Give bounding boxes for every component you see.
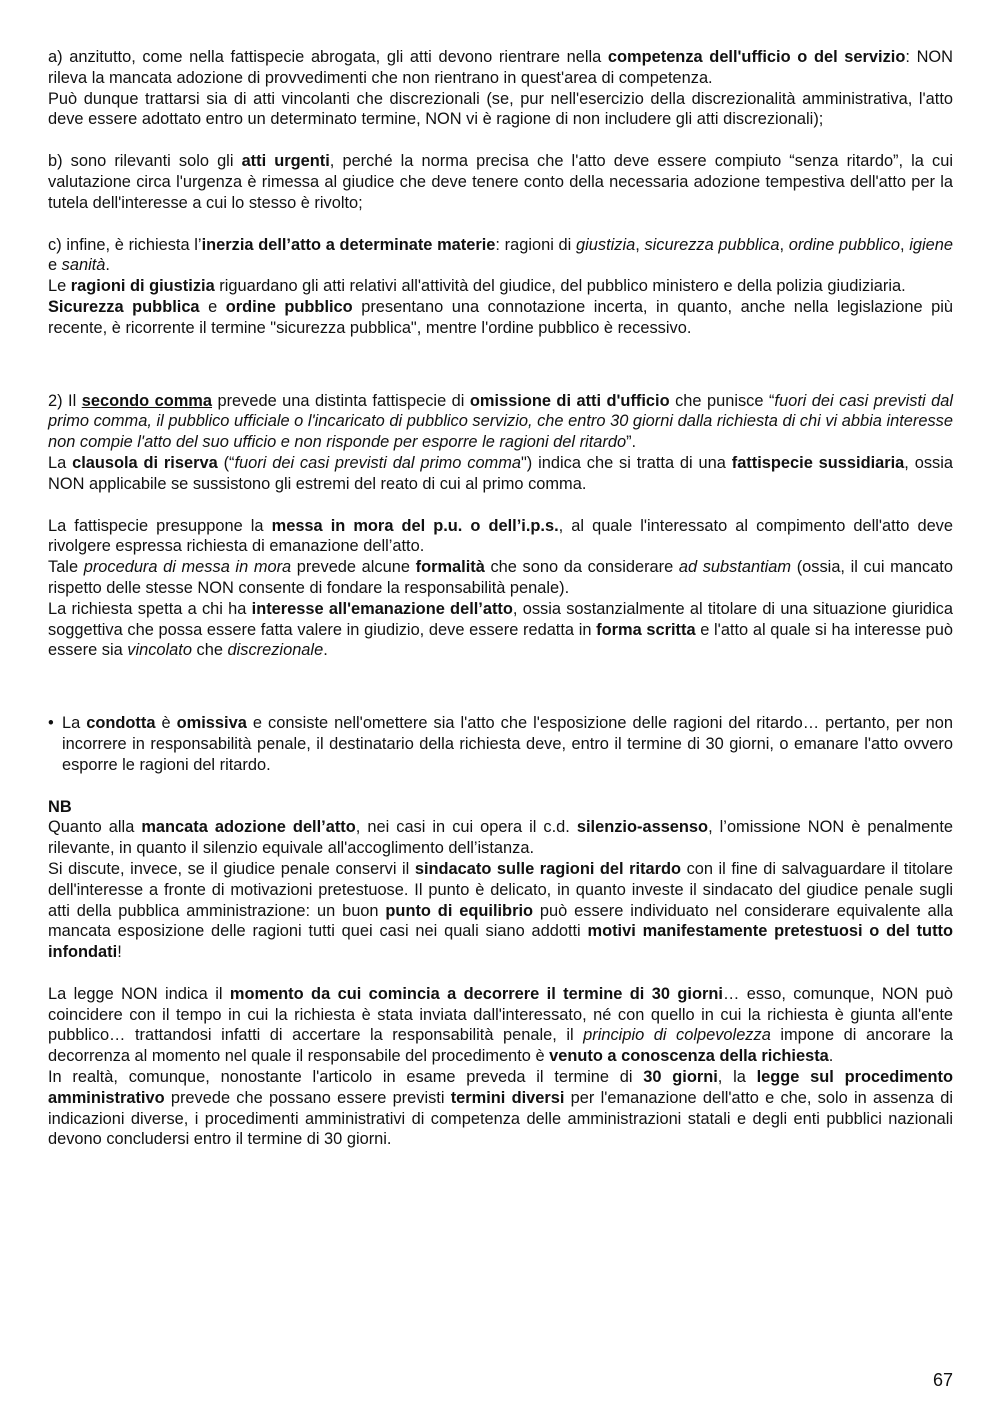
paragraph-nb-sindacato: Si discute, invece, se il giudice penale conservi il sindacato sulle ragioni del ritardo con il fine di salvaguardare il titolare dell'interesse a fronte di motivazioni pretestuose. Il punto è delicato, in quanto investe il sindacato del giudice penale sugli atti della pubblica amministrazione: un buon punto di equilibrio può essere individuato nel considerare equivalente alla mancata esposizione delle ragioni tutti quei casi nei quali siano addotti motivi manifestamente pretestuosi o del tutto infondati!	[48, 859, 953, 962]
paragraph-c-sicurezza-ordine: Sicurezza pubblica e ordine pubblico presentano una connotazione incerta, in quanto, anche nella legislazione più recente, è ricorrente il termine "sicurezza pubblica", mentre l'ordine pubblico è recessivo.	[48, 297, 954, 337]
bullet-condotta	[48, 713, 953, 775]
paragraph-secondo-comma: 2) Il secondo comma prevede una distinta fattispecie di omissione di atti d'ufficio che punisce “fuori dei casi previsti dal primo comma, il pubblico ufficiale o l'incaricato di pubblico servizio, che entro 30 giorni dalla richiesta di chi vi abbia interesse non compie l'atto del suo ufficio e non risponde per esporre le ragioni del ritardo”.	[48, 391, 954, 452]
paragraph-b-atti-urgenti: b) sono rilevanti solo gli atti urgenti, perché la norma precisa che l'atto deve essere compiuto “senza ritardo”, la cui valutazione circa l'urgenza è rimessa al giudice che deve tenere conto della necessaria adozione tempestiva dell'atto per la tutela dell'interesse a cui lo stesso è rivolto;	[48, 152, 953, 212]
paragraph-clausola-riserva: La clausola di riserva (“fuori dei casi previsti dal primo comma") indica che si tratta di una fattispecie sussidiaria, ossia NON applicabile se sussistono gli estremi del reato di cui al primo comma.	[48, 453, 953, 493]
paragraph-decorrenza-termine: La legge NON indica il momento da cui comincia a decorrere il termine di 30 giorni… esso, comunque, NON può coincidere con il tempo in cui la richiesta è stata inviata dall'interessato, né con quello in cui la richiesta è giunta all'ente pubblico… trattandosi infatti di accertare la responsabilità penale, il principio di colpevolezza impone di ancorare la decorrenza al momento nel quale il responsabile del procedimento è venuto a conoscenza della richiesta.	[48, 984, 953, 1066]
bullet-icon: •	[48, 714, 54, 733]
paragraph-procedura-formalita: Tale procedura di messa in mora prevede alcune formalità che sono da considerare ad substantiam (ossia, il cui mancato rispetto delle stesse NON consente di fondare la responsabilità penale).	[48, 558, 953, 597]
paragraph-termini-diversi: In realtà, comunque, nonostante l'articolo in esame preveda il termine di 30 giorni, la legge sul procedimento amministrativo prevede che possano essere previsti termini diversi per l'emanazione dell'atto e che, solo in assenza di indicazioni diverse, i procedimenti amministrativi di competenza delle amministrazioni statali e degli enti pubblici nazionali devono concludersi entro il termine di 30 giorni.	[48, 1068, 953, 1149]
bullet-condotta-text: La condotta è omissiva e consiste nell'omettere sia l'atto che l'esposizione delle ragioni del ritardo… pertanto, per non incorrere in responsabilità penale, il destinatario della richiesta deve, entro il termine di 30 giorni, o emanare l'atto ovvero esporre le ragioni del ritardo.	[62, 714, 953, 774]
paragraph-c-inerzia: c) infine, è richiesta l’inerzia dell’atto a determinate materie: ragioni di giustizia, sicurezza pubblica, ordine pubblico, igiene e sanità.	[48, 235, 954, 275]
paragraph-interesse-emanazione: La richiesta spetta a chi ha interesse all'emanazione dell’atto, ossia sostanzialmente al titolare di una situazione giuridica soggettiva che possa essere fatta valere in giudizio, deve essere redatta in forma scritta e l'atto al quale si ha interesse può essere sia vincolato che discrezionale.	[48, 599, 953, 660]
page-number: 67	[932, 1370, 953, 1390]
nb-heading: NB	[48, 797, 72, 816]
paragraph-nb-silenzio-assenso: Quanto alla mancata adozione dell’atto, nei casi in cui opera il c.d. silenzio-assenso, l’omissione NON è penalmente rilevante, in quanto il silenzio equivale all'accoglimento dell’istanza.	[48, 818, 954, 858]
paragraph-messa-in-mora: La fattispecie presuppone la messa in mora del p.u. o dell’i.p.s., al quale l'interessato al compimento dell'atto deve rivolgere espressa richiesta di emanazione dell’atto.	[48, 516, 953, 556]
paragraph-c-ragioni-giustizia: Le ragioni di giustizia riguardano gli atti relativi all'attività del giudice, del pubblico ministero e della polizia giudiziaria.	[48, 277, 906, 296]
paragraph-a-atti-discrezionali: Può dunque trattarsi sia di atti vincolanti che discrezionali (se, pur nell'esercizio della discrezionalità amministrativa, l'atto deve essere adottato entro un determinato termine, NON vi è ragione di non includere gli atti discrezionali);	[48, 89, 953, 129]
document-body	[48, 47, 953, 1150]
paragraph-a-competenza: a) anzitutto, come nella fattispecie abrogata, gli atti devono rientrare nella competenza dell'ufficio o del servizio: NON rileva la mancata adozione di provvedimenti che non rientrano in quest'area di competenza.	[48, 48, 953, 87]
